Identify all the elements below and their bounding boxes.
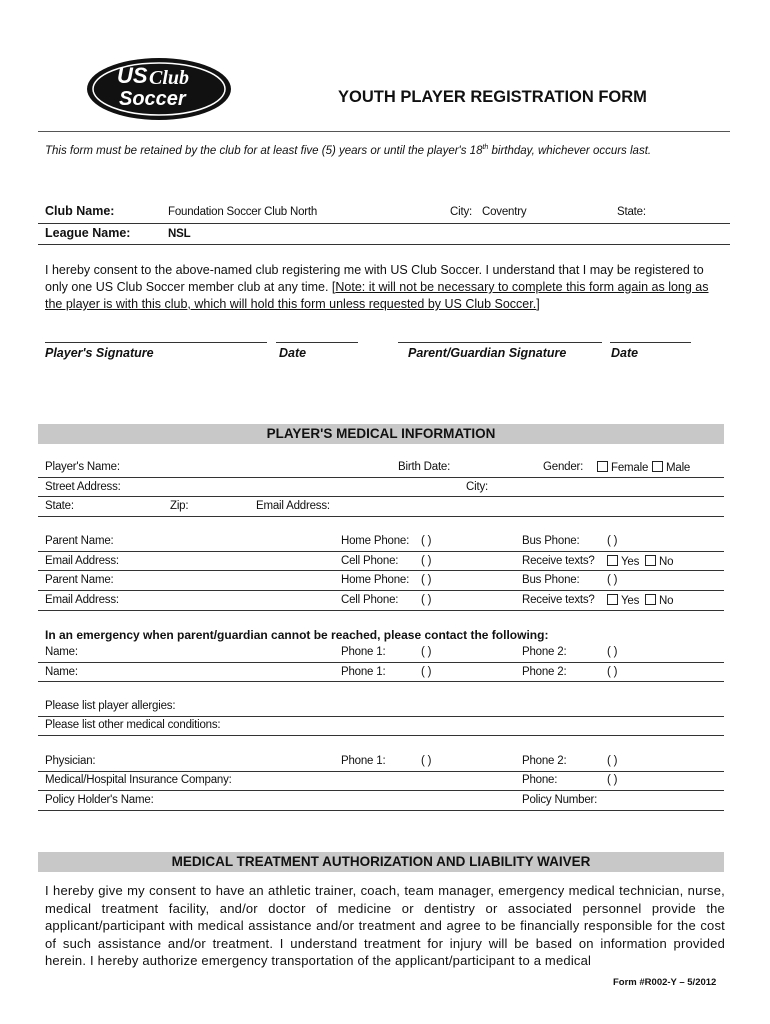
insurance-label: Medical/Hospital Insurance Company:: [45, 774, 232, 786]
date-line-1[interactable]: [276, 342, 358, 343]
date-label-1: Date: [279, 346, 307, 360]
cell-phone-paren-1[interactable]: ( ): [421, 555, 432, 567]
parent-email-label-2: Email Address:: [45, 594, 119, 606]
line-email-2: [38, 610, 724, 611]
line-parent-2: [38, 590, 724, 591]
physician-phone1-label: Phone 1:: [341, 755, 386, 767]
insurance-phone-paren[interactable]: ( ): [607, 774, 618, 786]
logo-soccer: Soccer: [119, 88, 186, 110]
line-emergency-2: [38, 681, 724, 682]
cell-phone-label-2: Cell Phone:: [341, 594, 399, 606]
club-city-label: City:: [450, 206, 473, 218]
logo-us: US: [117, 63, 148, 88]
email-label: Email Address:: [256, 500, 330, 512]
players-name-label: Player's Name:: [45, 461, 120, 473]
texts-yes-checkbox-1[interactable]: Yes: [607, 555, 639, 568]
emergency-name-label-1: Name:: [45, 646, 78, 658]
waiver-heading: MEDICAL TREATMENT AUTHORIZATION AND LIABILITY WAIVER: [171, 854, 591, 869]
emergency-phone2-paren-1[interactable]: ( ): [607, 646, 618, 658]
policy-number-label: Policy Number:: [522, 794, 598, 806]
line-physician: [38, 771, 724, 772]
date-label-2: Date: [611, 346, 639, 360]
street-address-label: Street Address:: [45, 481, 121, 493]
emergency-phone1-label-1: Phone 1:: [341, 646, 386, 658]
waiver-paragraph: I hereby give my consent to have an athletic trainer, coach, team manager, emergency medical technician, nurse, medical treatment facility, and/or doctor of medicine or dentistry or associated personnel provide the applicant/participant with medical assistance and/or treatment and agree to be financially responsible for the cost of such assistance and/or treatment. I understand treatment for injury will be based on information provided herein. I hereby authorize emergency transportation of the applicant/participant to a medical: [45, 883, 725, 968]
home-phone-paren-1[interactable]: ( ): [421, 535, 432, 547]
club-name-label: Club Name:: [45, 204, 115, 218]
insurance-phone-label: Phone:: [522, 774, 558, 786]
league-name-label: League Name:: [45, 226, 131, 240]
emergency-phone1-paren-2[interactable]: ( ): [421, 666, 432, 678]
league-name-value[interactable]: NSL: [168, 228, 191, 240]
texts-no-checkbox-2[interactable]: No: [645, 594, 673, 607]
bus-phone-label-2: Bus Phone:: [522, 574, 580, 586]
home-phone-label-1: Home Phone:: [341, 535, 410, 547]
policy-holder-label: Policy Holder's Name:: [45, 794, 154, 806]
us-club-soccer-logo: [85, 53, 235, 123]
physician-label: Physician:: [45, 755, 96, 767]
bus-phone-paren-1[interactable]: ( ): [607, 535, 618, 547]
emergency-phone2-paren-2[interactable]: ( ): [607, 666, 618, 678]
texts-yes-checkbox-icon-1[interactable]: [607, 555, 618, 566]
home-phone-paren-2[interactable]: ( ): [421, 574, 432, 586]
male-checkbox-icon[interactable]: [652, 461, 663, 472]
bus-phone-paren-2[interactable]: ( ): [607, 574, 618, 586]
club-state-label: State:: [617, 206, 646, 218]
medical-info-heading-bar: [38, 424, 724, 444]
parent-email-label-1: Email Address:: [45, 555, 119, 567]
parent-name-label-2: Parent Name:: [45, 574, 114, 586]
player-signature-line[interactable]: [45, 342, 267, 343]
line-insurance: [38, 790, 724, 791]
bus-phone-label-1: Bus Phone:: [522, 535, 580, 547]
title-divider: [38, 131, 730, 132]
male-checkbox[interactable]: Male: [652, 461, 690, 474]
texts-no-checkbox-icon-2[interactable]: [645, 594, 656, 605]
line-street: [38, 496, 724, 497]
parent-signature-line[interactable]: [398, 342, 602, 343]
club-name-value[interactable]: Foundation Soccer Club North: [168, 206, 318, 218]
form-number: Form #R002-Y – 5/2012: [613, 977, 717, 988]
physician-phone1-paren[interactable]: ( ): [421, 755, 432, 767]
club-row-line: [38, 223, 730, 224]
allergies-label: Please list player allergies:: [45, 700, 176, 712]
emergency-phone1-paren-1[interactable]: ( ): [421, 646, 432, 658]
state-label: State:: [45, 500, 74, 512]
emergency-phone2-label-1: Phone 2:: [522, 646, 567, 658]
club-city-value[interactable]: Coventry: [482, 206, 527, 218]
waiver-heading-bar: [38, 852, 724, 872]
birth-date-label: Birth Date:: [398, 461, 451, 473]
line-policy: [38, 810, 724, 811]
line-emergency-1: [38, 662, 724, 663]
league-row-line: [38, 244, 730, 245]
consent-paragraph: I hereby consent to the above-named club registering me with US Club Soccer. I understand that I may be registered to only one US Club Soccer member club at any time. [Note: it will not be necessary to complete this form again as long as the player is with this club, which will hold this form unless requested by US Club Soccer.]: [45, 263, 709, 311]
zip-label: Zip:: [170, 500, 189, 512]
texts-yes-checkbox-icon-2[interactable]: [607, 594, 618, 605]
physician-phone2-paren[interactable]: ( ): [607, 755, 618, 767]
line-player: [38, 477, 724, 478]
logo-club: Club: [149, 67, 190, 89]
cell-phone-paren-2[interactable]: ( ): [421, 594, 432, 606]
parent-name-label-1: Parent Name:: [45, 535, 114, 547]
texts-no-checkbox-1[interactable]: No: [645, 555, 673, 568]
date-line-2[interactable]: [610, 342, 691, 343]
cell-phone-label-1: Cell Phone:: [341, 555, 399, 567]
parent-signature-label: Parent/Guardian Signature: [408, 346, 567, 360]
emergency-phone1-label-2: Phone 1:: [341, 666, 386, 678]
texts-yes-checkbox-2[interactable]: Yes: [607, 594, 639, 607]
receive-texts-label-1: Receive texts?: [522, 555, 595, 567]
other-conditions-label: Please list other medical conditions:: [45, 719, 221, 731]
medical-info-heading: PLAYER'S MEDICAL INFORMATION: [266, 426, 496, 441]
texts-no-checkbox-icon-1[interactable]: [645, 555, 656, 566]
line-parent-1: [38, 551, 724, 552]
city-label: City:: [466, 481, 489, 493]
line-conditions: [38, 735, 724, 736]
line-state: [38, 516, 724, 517]
gender-label: Gender:: [543, 461, 584, 473]
physician-phone2-label: Phone 2:: [522, 755, 567, 767]
form-title: YOUTH PLAYER REGISTRATION FORM: [338, 88, 647, 106]
player-signature-label: Player's Signature: [45, 346, 154, 360]
line-email-1: [38, 570, 724, 571]
emergency-phone2-label-2: Phone 2:: [522, 666, 567, 678]
emergency-heading: In an emergency when parent/guardian cannot be reached, please contact the following:: [45, 628, 549, 642]
receive-texts-label-2: Receive texts?: [522, 594, 595, 606]
home-phone-label-2: Home Phone:: [341, 574, 410, 586]
retention-notice: This form must be retained by the club for at least five (5) years or until the player's 18th birthday, whichever occurs last.: [45, 144, 652, 157]
female-checkbox[interactable]: Female: [597, 461, 648, 474]
line-allergies: [38, 716, 724, 717]
female-checkbox-icon[interactable]: [597, 461, 608, 472]
emergency-name-label-2: Name:: [45, 666, 78, 678]
